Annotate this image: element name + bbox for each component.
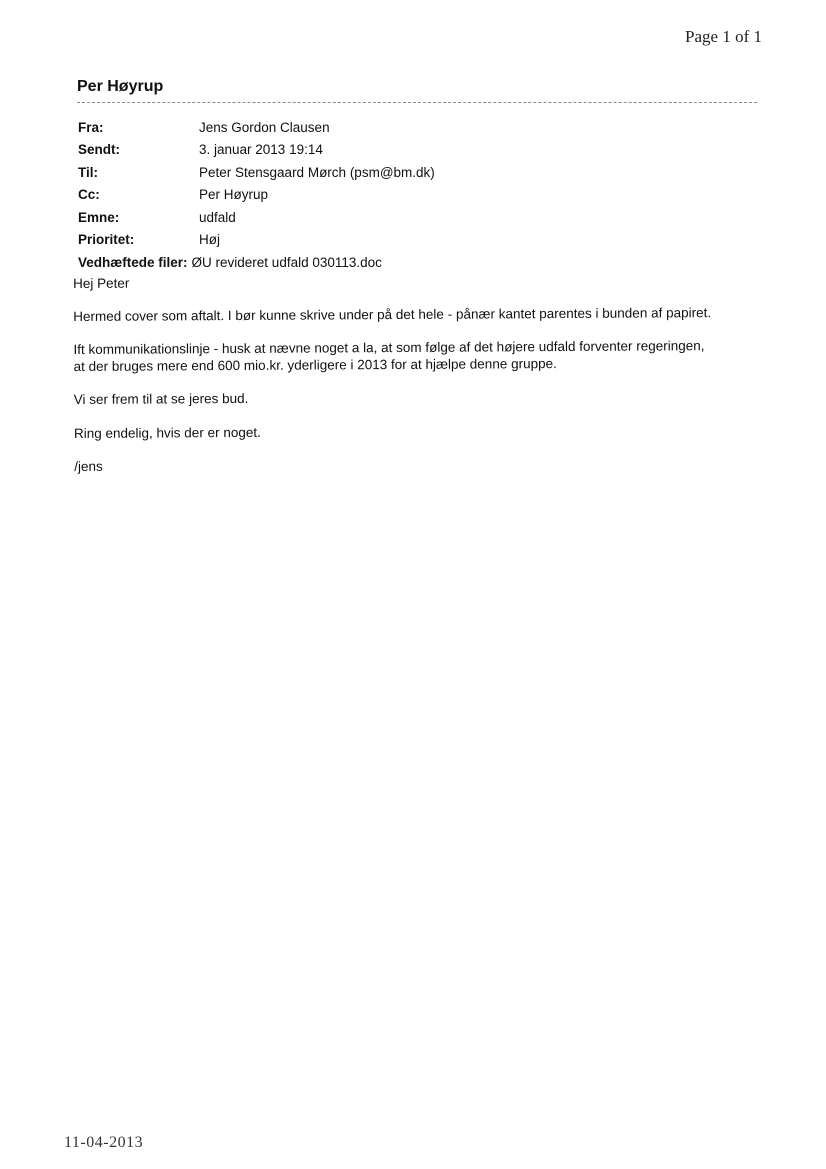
header-label: Vedhæftede filer:: [78, 254, 188, 270]
page-number: Page 1 of 1: [685, 27, 762, 46]
body-paragraph: Hermed cover som aftalt. I bør kunne skrive under på det hele - pånær kantet parentes i bunden af papiret.: [73, 304, 712, 324]
header-value: udfald: [199, 209, 236, 225]
header-value: Høj: [199, 232, 220, 248]
header-attachments: [78, 251, 678, 274]
header-label: Sendt:: [78, 142, 120, 158]
header-divider: [77, 102, 757, 103]
header-subject: [78, 206, 678, 229]
header-label: Prioritet:: [78, 232, 135, 248]
header-cc: [78, 184, 678, 207]
body-paragraph: Vi ser frem til at se jeres bud.: [73, 390, 249, 407]
header-value: Per Høyrup: [199, 187, 269, 203]
sender-name: Per Høyrup: [77, 78, 164, 95]
header-label: Emne:: [78, 209, 120, 225]
footer-date: 11-04-2013: [64, 1134, 144, 1151]
header-value: Peter Stensgaard Mørch (psm@bm.dk): [199, 164, 435, 180]
header-to: [78, 161, 678, 184]
email-headers: [78, 116, 678, 274]
attachment-filename: ØU revideret udfald 030113.doc: [191, 254, 382, 270]
header-value: Jens Gordon Clausen: [199, 119, 330, 135]
header-label: Cc:: [78, 187, 100, 203]
header-priority: [78, 229, 678, 252]
email-body: [73, 272, 714, 492]
header-sent: [78, 139, 678, 162]
header-label: Fra:: [78, 119, 104, 135]
signature: /jens: [74, 458, 103, 474]
header-from: [78, 116, 678, 139]
body-paragraph: Ift kommunikationslinje - husk at nævne noget a la, at som følge af det højere udfald forventer regeringen, at der bruges mere end 600 mio.kr. yderligere i 2013 for at hjælpe denne gruppe.: [73, 338, 705, 374]
body-paragraph: Ring endelig, hvis der er noget.: [73, 424, 261, 441]
greeting: Hej Peter: [73, 275, 130, 291]
header-label: Til:: [78, 164, 98, 180]
header-value: 3. januar 2013 19:14: [199, 142, 323, 158]
